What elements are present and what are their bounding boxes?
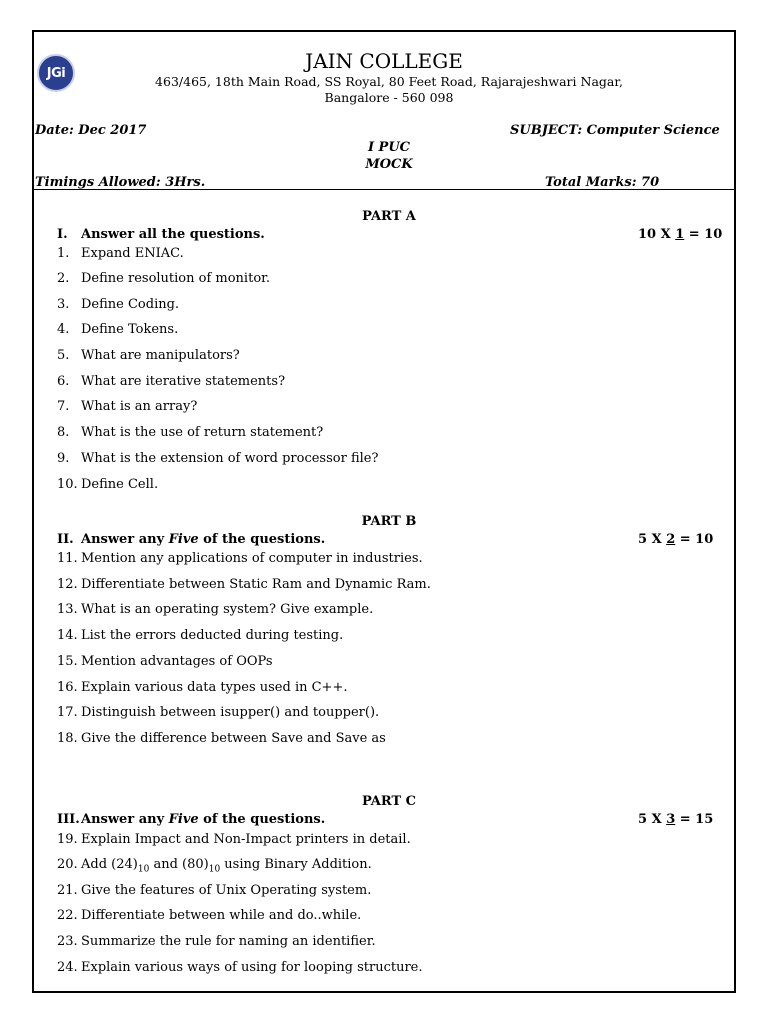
question-number: 9. <box>57 451 70 466</box>
question-text: List the errors deducted during testing. <box>81 628 344 643</box>
question-number: 14. <box>57 628 78 643</box>
instruction-emphasis: Five <box>168 812 199 827</box>
question-number: 24. <box>57 960 78 975</box>
question-number: 19. <box>57 832 78 847</box>
section-numeral: III. <box>57 812 80 827</box>
question-number: 3. <box>57 297 70 312</box>
question-text: Define Coding. <box>81 297 180 312</box>
question-number: 18. <box>57 731 78 746</box>
total-marks: Total Marks: 70 <box>545 175 660 190</box>
question-number: 17. <box>57 705 78 720</box>
question-text: Expand ENIAC. <box>81 246 184 261</box>
marks-each: 3 <box>666 812 676 827</box>
question-text-a: Add (24) <box>81 857 138 872</box>
exam-subject: SUBJECT: Computer Science <box>510 123 720 138</box>
question-number: 11. <box>57 551 78 566</box>
address-line-1: 463/465, 18th Main Road, SS Royal, 80 Feet Road, Rajarajeshwari Nagar, <box>155 74 623 89</box>
question-text: What is an array? <box>81 399 198 414</box>
marks-total: = 15 <box>675 812 714 827</box>
question-text: What are manipulators? <box>81 348 240 363</box>
question-number: 21. <box>57 883 78 898</box>
question-23 <box>57 934 376 949</box>
timings: Timings Allowed: 3Hrs. <box>35 175 206 190</box>
marks-each: 1 <box>675 227 685 242</box>
question-24 <box>57 960 423 975</box>
instruction-text: Answer all the questions. <box>81 227 265 242</box>
question-text: Mention any applications of computer in industries. <box>81 551 423 566</box>
question-9 <box>57 451 378 466</box>
section-numeral: I. <box>57 227 68 242</box>
question-number: 15. <box>57 654 78 669</box>
question-number: 10. <box>57 477 78 492</box>
question-text-b: and (80) <box>149 857 209 872</box>
question-text: Distinguish between isupper() and toupper(). <box>81 705 380 720</box>
class-name: I PUC <box>367 140 411 155</box>
part-a-title: PART A <box>362 209 416 224</box>
instruction-text-end: of the questions. <box>198 812 326 827</box>
part-b-marks <box>638 532 713 547</box>
question-15 <box>57 654 273 669</box>
part-c-title: PART C <box>361 794 417 809</box>
question-text-c: using Binary Addition. <box>220 857 372 872</box>
question-number: 6. <box>57 374 70 389</box>
question-20 <box>57 857 372 875</box>
question-text: What is an operating system? Give example. <box>81 602 374 617</box>
question-6 <box>57 374 285 389</box>
marks-count: 5 X <box>638 812 667 827</box>
marks-each: 2 <box>666 532 676 547</box>
exam-type: MOCK <box>365 157 413 172</box>
base-subscript-2: 10 <box>208 864 221 875</box>
question-text: Define resolution of monitor. <box>81 271 271 286</box>
question-number: 1. <box>57 246 70 261</box>
instruction-text: Answer any <box>81 532 169 547</box>
marks-total: = 10 <box>675 532 714 547</box>
question-text: Define Tokens. <box>81 322 179 337</box>
question-number: 4. <box>57 322 70 337</box>
question-13 <box>57 602 373 617</box>
question-14 <box>57 628 343 643</box>
marks-count: 10 X <box>638 227 676 242</box>
question-17 <box>57 705 379 720</box>
question-text: Explain various ways of using for looping structure. <box>81 960 423 975</box>
question-text: Summarize the rule for naming an identifier. <box>81 934 376 949</box>
address-line-2: Bangalore - 560 098 <box>324 90 454 105</box>
question-text: Mention advantages of OOPs <box>81 654 273 669</box>
base-subscript-1: 10 <box>137 864 150 875</box>
question-text: Give the difference between Save and Save as <box>81 731 386 746</box>
section-numeral: II. <box>57 532 74 547</box>
college-logo: JGi <box>37 54 75 92</box>
question-number: 12. <box>57 577 78 592</box>
part-b-title: PART B <box>361 514 417 529</box>
college-name: JAIN COLLEGE <box>305 49 463 73</box>
question-11 <box>57 551 423 566</box>
header-divider <box>34 189 734 190</box>
question-19 <box>57 832 411 847</box>
question-1 <box>57 246 184 261</box>
question-number: 8. <box>57 425 70 440</box>
question-number: 20. <box>57 857 78 872</box>
question-5 <box>57 348 240 363</box>
part-c-instruction <box>57 812 325 827</box>
question-text: What are iterative statements? <box>81 374 286 389</box>
marks-total: = 10 <box>684 227 723 242</box>
question-number: 7. <box>57 399 70 414</box>
question-number: 23. <box>57 934 78 949</box>
question-18 <box>57 731 386 746</box>
marks-count: 5 X <box>638 532 667 547</box>
question-text: Give the features of Unix Operating system. <box>81 883 372 898</box>
question-text: What is the extension of word processor file? <box>81 451 379 466</box>
question-2 <box>57 271 270 286</box>
instruction-text-end: of the questions. <box>198 532 326 547</box>
question-number: 5. <box>57 348 70 363</box>
question-number: 2. <box>57 271 70 286</box>
question-3 <box>57 297 179 312</box>
question-number: 13. <box>57 602 78 617</box>
question-8 <box>57 425 323 440</box>
instruction-text: Answer any <box>81 812 169 827</box>
question-text: Differentiate between Static Ram and Dynamic Ram. <box>81 577 431 592</box>
question-number: 22. <box>57 908 78 923</box>
part-b-instruction <box>57 532 325 547</box>
question-21 <box>57 883 371 898</box>
question-12 <box>57 577 431 592</box>
part-c-marks <box>638 812 713 827</box>
part-a-instruction <box>57 227 265 242</box>
question-text: Explain Impact and Non-Impact printers in detail. <box>81 832 411 847</box>
question-7 <box>57 399 197 414</box>
part-a-marks <box>638 227 722 242</box>
question-text: Differentiate between while and do..while. <box>81 908 362 923</box>
question-text: Define Cell. <box>81 477 159 492</box>
instruction-emphasis: Five <box>168 532 199 547</box>
question-22 <box>57 908 361 923</box>
question-number: 16. <box>57 680 78 695</box>
question-10 <box>57 477 158 492</box>
question-text: Explain various data types used in C++. <box>81 680 348 695</box>
question-4 <box>57 322 178 337</box>
exam-date: Date: Dec 2017 <box>35 123 147 138</box>
question-text: What is the use of return statement? <box>81 425 324 440</box>
question-16 <box>57 680 347 695</box>
